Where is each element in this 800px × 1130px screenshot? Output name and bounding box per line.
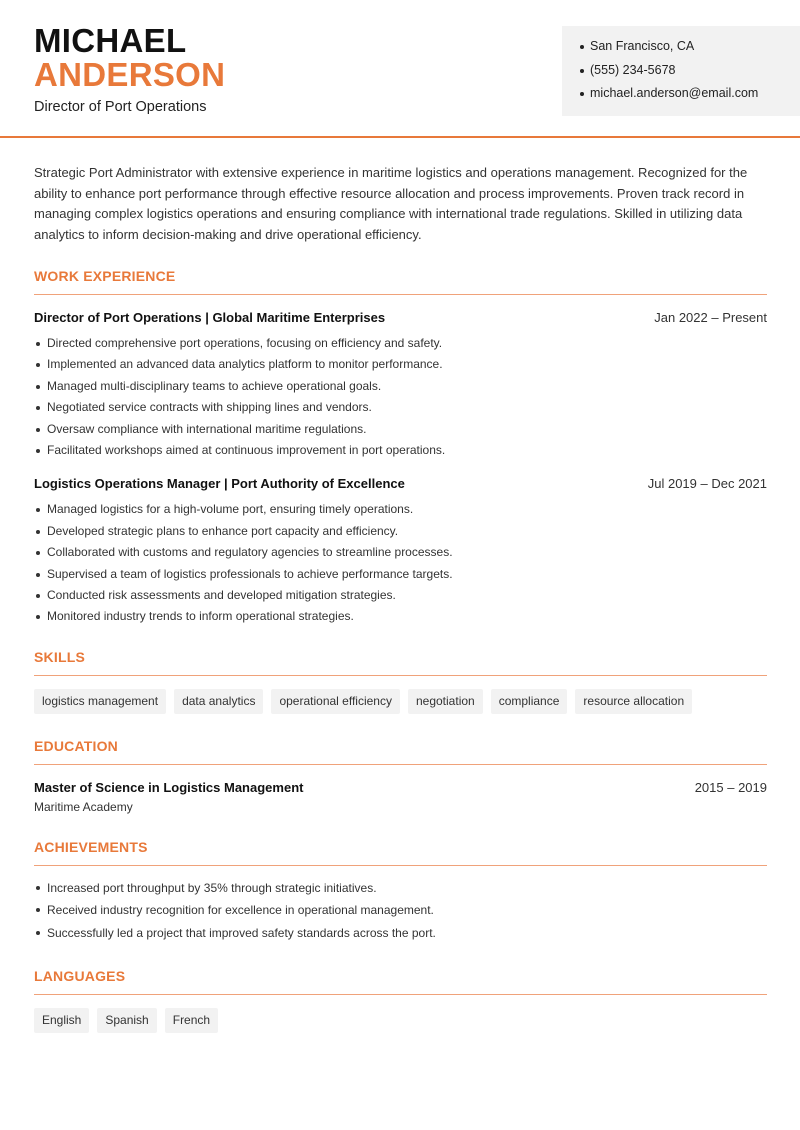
skill-tag: data analytics [174,689,263,714]
section-title-skills: SKILLS [34,649,767,676]
job-bullet: Supervised a team of logistics professionals to achieve performance targets. [34,564,767,585]
candidate-name [34,24,225,92]
candidate-title: Director of Port Operations [34,99,207,115]
skill-tag: resource allocation [575,689,692,714]
contact-box [562,26,800,116]
job-bullet: Collaborated with customs and regulatory agencies to streamline processes. [34,542,767,563]
skill-tag: negotiation [408,689,483,714]
job-bullet: Oversaw compliance with international maritime regulations. [34,419,767,440]
resume-body [34,163,767,1033]
first-name: MICHAEL [34,22,187,59]
school-name: Maritime Academy [34,799,133,814]
job-role: Logistics Operations Manager | Port Authority of Excellence [34,476,405,492]
achievement-list [34,877,767,945]
language-tags [34,1008,767,1033]
work-experience-section [34,268,767,628]
skills-section [34,649,767,714]
job-bullet: Developed strategic plans to enhance port capacity and efficiency. [34,521,767,542]
languages-section [34,968,767,1033]
job-bullets [34,333,767,461]
language-tag: English [34,1008,89,1033]
job-dates: Jul 2019 – Dec 2021 [647,476,767,492]
resume-header [0,0,800,138]
section-title-achievements: ACHIEVEMENTS [34,839,767,866]
job-bullets [34,499,767,627]
skill-tag: compliance [491,689,568,714]
section-title-work: WORK EXPERIENCE [34,268,767,295]
skill-tag: operational efficiency [271,689,400,714]
education-section [34,738,767,814]
job-bullet: Conducted risk assessments and developed mitigation strategies. [34,585,767,606]
skill-tag: logistics management [34,689,166,714]
job-dates: Jan 2022 – Present [654,310,767,325]
skills-tags [34,689,767,714]
contact-email[interactable]: michael.anderson@email.com [562,82,800,106]
summary-text: Strategic Port Administrator with extensive experience in maritime logistics and operations management. Recognized for the ability to enhance port performance through effective resource allocation and process improvements. Proven track record in managing complex logistics operations and ensuring compliance with international trade regulations. Skilled in utilizing data analytics to inform decision-making and drive operational efficiency. [34,165,748,242]
language-tag: Spanish [97,1008,156,1033]
job-bullet: Negotiated service contracts with shipping lines and vendors. [34,397,767,418]
achievements-section [34,839,767,945]
job-entry [34,310,767,461]
job-bullet: Managed logistics for a high-volume port, ensuring timely operations. [34,499,767,520]
achievement-item: Increased port throughput by 35% through strategic initiatives. [34,877,767,900]
achievement-item: Received industry recognition for excellence in operational management. [34,899,767,922]
contact-location: San Francisco, CA [562,35,800,59]
language-tag: French [165,1008,218,1033]
education-dates: 2015 – 2019 [694,779,767,795]
job-bullet: Directed comprehensive port operations, focusing on efficiency and safety. [34,333,767,354]
job-entry [34,476,767,627]
job-bullet: Monitored industry trends to inform operational strategies. [34,606,767,627]
job-role: Director of Port Operations | Global Maritime Enterprises [34,310,386,325]
last-name: ANDERSON [34,56,226,93]
section-title-education: EDUCATION [34,738,767,765]
degree-title: Master of Science in Logistics Management [34,779,304,795]
section-title-languages: LANGUAGES [34,968,767,995]
job-bullet: Managed multi-disciplinary teams to achieve operational goals. [34,376,767,397]
job-bullet: Facilitated workshops aimed at continuous improvement in port operations. [34,440,767,461]
contact-phone: (555) 234-5678 [562,59,800,83]
achievement-item: Successfully led a project that improved safety standards across the port. [34,922,767,945]
job-bullet: Implemented an advanced data analytics platform to monitor performance. [34,354,767,375]
